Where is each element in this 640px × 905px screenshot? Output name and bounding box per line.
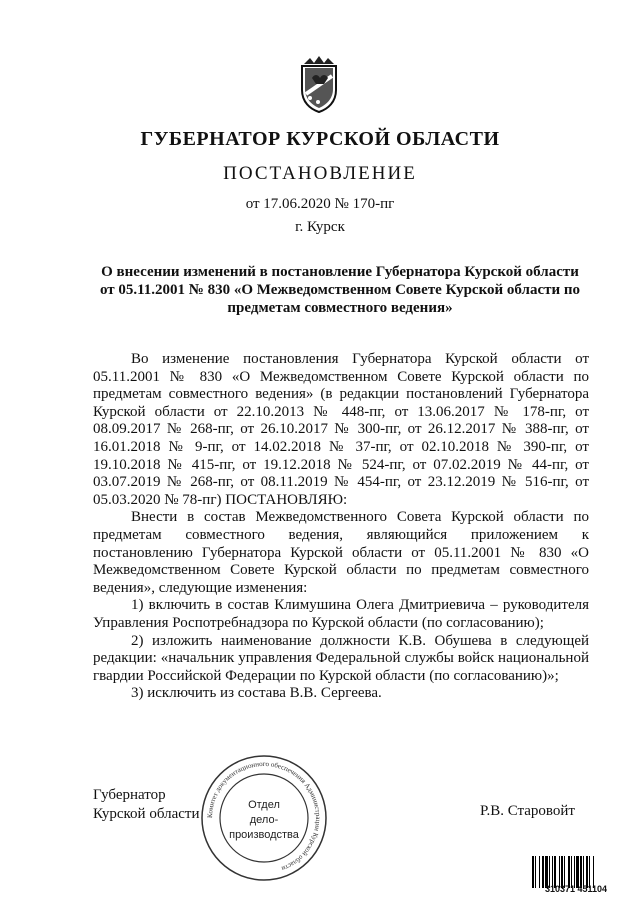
subject-line: О внесении изменений в постановление Губернатора Курской области xyxy=(101,264,579,280)
preamble-paragraph: Во изменение постановления Губернатора Курской области от 05.11.2001 № 830 «О Межведомственном Совете Курской области по предметам совместного ведения» (в редакции постановлений Губернатора Курской области от 22.10.2013 № 448-пг, от 13.06.2017 № 178-пг, от 08.09.2017 № 268-пг, от 26.10.2017 № 300-пг, от 26.12.2017 № 388-пг, от 16.01.2018 № 9-пг, от 14.02.2018 № 37-пг, от 02.10.2018 № 390-пг, от 19.10.2018 № 415-пг, от 19.12.2018 № 524-пг, от 07.02.2019 № 44-пг, от 03.07.2019 № 268-пг, от 08.11.2019 № 454-пг, от 23.12.2019 № 516-пг, от 05.03.2020 № 78-пг) ПОСТАНОВЛЯЮ: xyxy=(93,351,589,508)
stamp-ring-text: Комитет документационного обеспечения Администрации Курской области xyxy=(205,759,323,873)
issuer-title: ГУБЕРНАТОР КУРСКОЙ ОБЛАСТИ xyxy=(140,128,500,150)
stamp-line: дело- xyxy=(249,814,279,826)
barcode-number: 310371 451104 xyxy=(544,884,608,894)
stamp-line: производства xyxy=(229,829,299,841)
coat-of-arms-icon xyxy=(296,54,342,114)
document-body xyxy=(93,351,589,703)
document-city: г. Курск xyxy=(295,219,345,235)
signatory-position xyxy=(93,786,199,824)
list-item: 3) исключить из состава В.В. Сергеева. xyxy=(131,685,382,702)
position-line: Губернатор xyxy=(93,787,166,803)
document-date-number: от 17.06.2020 № 170-пг xyxy=(245,196,395,212)
signatory-name: Р.В. Старовойт xyxy=(480,803,575,819)
document-type: ПОСТАНОВЛЕНИЕ xyxy=(223,163,417,184)
position-line: Курской области xyxy=(93,806,200,822)
official-stamp xyxy=(198,752,330,884)
subject-line: предметам совместного ведения» xyxy=(227,300,453,316)
operative-paragraph: Внести в состав Межведомственного Совета Курской области по предметам совместного ведения, являющийся приложением к постановлению Губернатора Курской области от 05.11.2001 № 830 «О Межведомственном Совете Курской области по предметам совместного ведения», следующие изменения: xyxy=(93,509,589,596)
list-item: 1) включить в состав Климушина Олега Дмитриевича – руководителя Управления Роспотребнадзора по Курской области (по согласованию); xyxy=(93,597,589,631)
stamp-line: Отдел xyxy=(248,799,280,811)
document-subject xyxy=(90,263,590,317)
subject-line: от 05.11.2001 № 830 «О Межведомственном Совете Курской области по xyxy=(99,282,581,298)
list-item: 2) изложить наименование должности К.В. Обушева в следующей редакции: «начальник управления Федеральной службы войск национальной гвардии Российской Федерации по Курской области (по согласованию)»; xyxy=(93,632,589,684)
